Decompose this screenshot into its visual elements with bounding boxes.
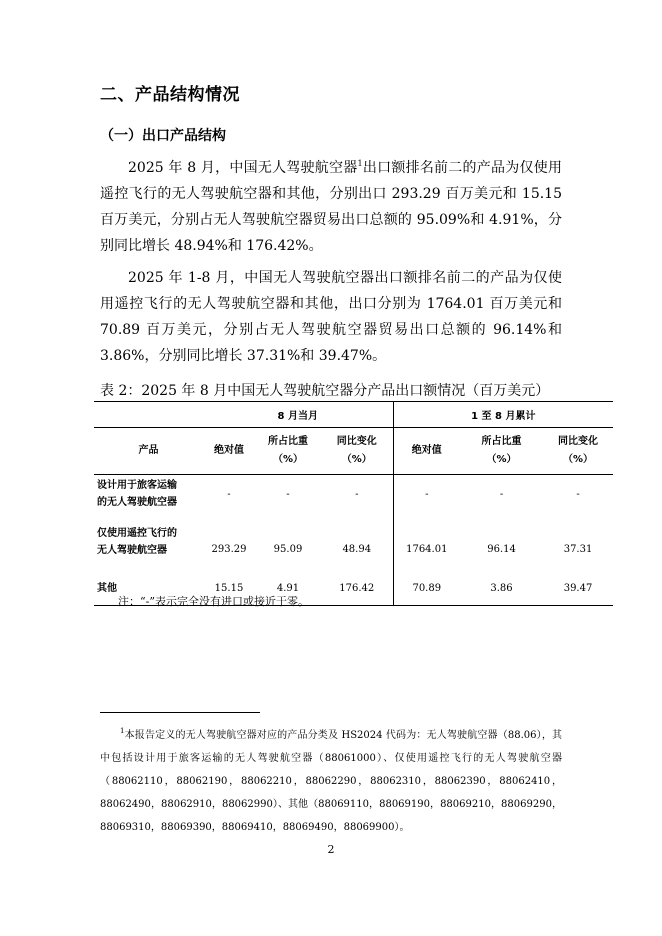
col-month-yoy-header [321,428,393,475]
cell-cum-share: - [499,488,504,500]
group-month-header: 8 月当月 [203,402,393,428]
col-cum-abs-header: 绝对值 [393,428,460,475]
share-header-line1: 所占比重 [481,436,522,447]
table-row [94,513,613,571]
row-label [94,513,203,571]
row-label-line2: 的无人驾驶航空器 [97,497,177,508]
col-cum-yoy-header [543,428,613,475]
footnote-mark: 1 [120,727,125,735]
table-corner-cell [94,402,203,428]
cell-month-yoy: - [355,488,359,500]
group-cumulative-header: 1 至 8 月累计 [393,402,613,428]
row-label-line1: 仅使用遥控飞行的 [97,528,177,539]
cell-cum-share: 3.86 [460,571,543,606]
share-header-line2: （%） [486,454,517,465]
cell-month-yoy: 176.42 [321,571,393,606]
col-month-abs-header: 绝对值 [203,428,255,475]
footnote-ref[interactable]: 1 [357,159,363,168]
row-label: 其他 [94,571,203,606]
cell-month-share: 4.91 [255,571,321,606]
page-number: 2 [327,843,335,856]
yoy-header-line2: （%） [563,454,594,465]
cell-month-abs: 293.29 [211,543,247,555]
subsection-title: （一）出口产品结构 [100,128,226,144]
cell-cum-abs: - [393,475,460,514]
cell-month-share: 95.09 [273,543,303,555]
cell-cum-yoy: 39.47 [543,571,613,606]
table-row [94,475,613,514]
share-header-line2: （%） [272,454,304,465]
cell-month-abs: - [227,488,231,500]
col-month-share-header [255,428,321,475]
cell-month-yoy: 48.94 [342,543,372,555]
table-column-header [94,428,613,475]
cell-month-abs: 15.15 [203,571,255,606]
yoy-header-line2: （%） [341,454,372,465]
col-cum-share-header [460,428,543,475]
footnote-text: 本报告定义的无人驾驶航空器对应的产品分类及 HS2024 代码为：无人驾驶航空器（88.06），其中包括设计用于旅客运输的无人驾驶航空器（88061000）、仅使用遥控飞行的无人驾驶航空器（88062110，88062190，88062210，88062290，88062310，88062390，88062410，88062490，88062910，88062990）、其他（88069110，88069190，88069210，88069290，88069310，88069390，88069410，88069490，88069900）。 [100,730,562,833]
cell-cum-abs: 1764.01 [393,513,460,571]
cell-cum-abs: 70.89 [393,571,460,606]
cell-cum-share: 96.14 [487,543,516,555]
section-title: 二、产品结构情况 [100,85,240,105]
share-header-line1: 所占比重 [268,436,308,447]
row-label-line1: 设计用于旅客运输 [97,480,177,491]
row-label-line2: 无人驾驶航空器 [97,545,167,556]
paragraph-monthly-text-b: 出口额排名前二的产品为仅使用遥控飞行的无人驾驶航空器和其他，分别出口 293.29 百万美元和 15.15 百万美元，分别占无人驾驶航空器贸易出口总额的 95.09%和 4.91%，分别同比增长 48.94%和 176.42%。 [100,160,562,254]
export-table [94,401,613,606]
cell-month-share: - [286,488,290,500]
table-group-header [94,402,613,428]
footnote [100,724,562,839]
paragraph-monthly-text-a: 2025 年 8 月，中国无人驾驶航空器 [128,160,358,176]
yoy-header-line1: 同比变化 [336,436,377,447]
paragraph-monthly [100,155,562,259]
table-caption: 表 2：2025 年 8 月中国无人驾驶航空器分产品出口额情况（百万美元） [100,383,550,399]
paragraph-cumulative: 2025 年 1-8 月，中国无人驾驶航空器出口额排名前二的产品为仅使用遥控飞行的无人驾驶航空器和其他，出口分别为 1764.01 百万美元和 70.89 百万美元，分别占无人驾驶航空器贸易出口总额的 96.14%和 3.86%，分别同比增长 37.31%和 39.47%。 [100,270,562,364]
cell-cum-yoy: 37.31 [563,543,593,555]
row-label [94,475,203,514]
table-note: 注：“-”表示完全没有进口或接近于零。 [118,595,309,608]
footnote-divider [100,712,260,713]
yoy-header-line1: 同比变化 [558,436,599,447]
cell-cum-yoy: - [576,488,580,500]
col-product-header: 产品 [94,428,203,475]
